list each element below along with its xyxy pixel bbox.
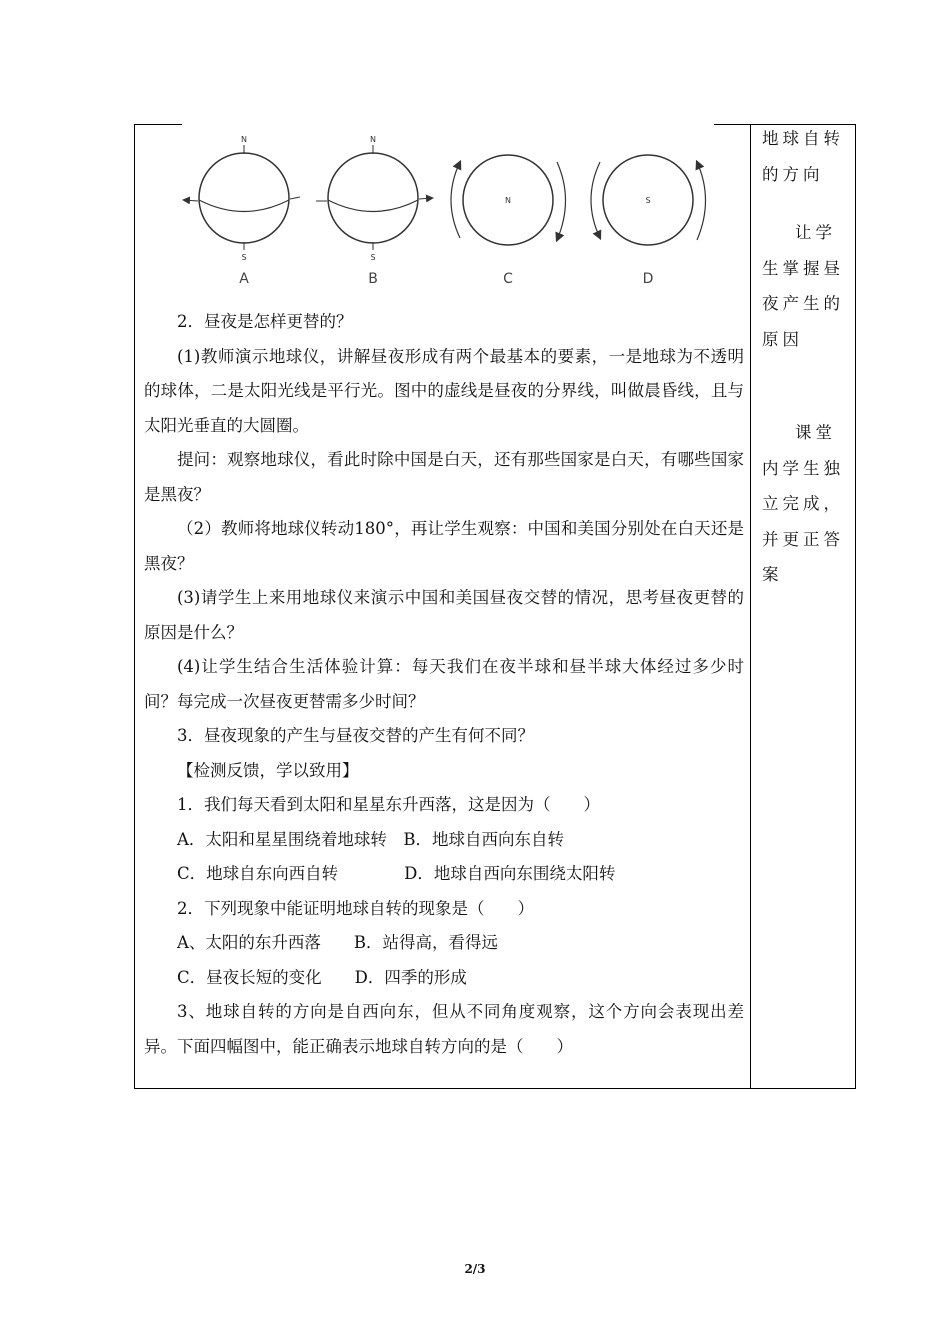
rotation-figure bbox=[170, 128, 770, 298]
paragraph-question: 提问：观察地球仪，看此时除中国是白天，还有那些国家是白天，有哪些国家是黑夜？ bbox=[144, 450, 744, 504]
paragraph-3: (3)请学生上来用地球仪来演示中国和美国昼夜交替的情况，思考昼夜更替的原因是什么？ bbox=[144, 588, 744, 642]
globe-a-south-label: S bbox=[241, 253, 247, 262]
globe-c bbox=[451, 155, 566, 287]
globes-svg bbox=[170, 128, 770, 298]
paragraph-4: (4)让学生结合生活体验计算：每天我们在夜半球和昼半球大体经过多少时间？每完成一次昼夜更替需多少时间？ bbox=[144, 657, 744, 711]
globe-a-north-label: N bbox=[241, 135, 247, 144]
globe-b-caption: B bbox=[368, 271, 378, 287]
quiz-2-options-cd: C．昼夜长短的变化 D．四季的形成 bbox=[177, 967, 467, 987]
side-note-day-night: 让学生掌握昼夜产生的原因 bbox=[762, 223, 844, 349]
globe-c-caption: C bbox=[503, 271, 513, 287]
globe-b-south-label: S bbox=[370, 253, 376, 262]
globe-a-caption: A bbox=[239, 271, 249, 287]
table-top-border-left bbox=[134, 124, 182, 125]
globe-d-caption: D bbox=[642, 271, 654, 287]
quiz-question-2: 2．下列现象中能证明地球自转的现象是（ ） bbox=[177, 898, 534, 918]
table-left-border bbox=[134, 124, 135, 1089]
quiz-1-options-ab: A．太阳和星星围绕着地球转 B．地球自西向东自转 bbox=[177, 829, 565, 849]
feedback-heading: 【检测反馈，学以致用】 bbox=[177, 760, 359, 780]
quiz-question-3: 3、地球自转的方向是自西向东，但从不同角度观察，这个方向会表现出差异。下面四幅图中，能正确表示地球自转方向的是（ ） bbox=[144, 1002, 744, 1056]
quiz-question-1: 1．我们每天看到太阳和星星东升西落，这是因为（ ） bbox=[177, 795, 600, 814]
side-note-practice: 课堂内学生独立完成，并更正答案 bbox=[762, 423, 844, 584]
quiz-2-options-ab: A、太阳的东升西落 B．站得高，看得远 bbox=[177, 933, 499, 952]
page-number: 2/3 bbox=[464, 1262, 486, 1276]
side-note-rotation: 地球自转的方向 bbox=[762, 129, 844, 184]
table-bottom-border bbox=[134, 1088, 856, 1089]
heading-2: 2．昼夜是怎样更替的？ bbox=[177, 312, 353, 331]
globe-d bbox=[591, 155, 706, 287]
globe-b-north-label: N bbox=[370, 135, 376, 144]
lesson-table bbox=[134, 124, 856, 1089]
globe-b bbox=[316, 135, 432, 287]
table-right-border bbox=[855, 124, 856, 1089]
globe-a bbox=[184, 135, 300, 287]
main-text bbox=[144, 305, 744, 1064]
paragraph-2: （2）教师将地球仪转动180°，再让学生观察：中国和美国分别处在白天还是黑夜？ bbox=[144, 519, 744, 573]
globe-c-pole-label: N bbox=[505, 196, 511, 205]
paragraph-1: (1)教师演示地球仪，讲解昼夜形成有两个最基本的要素，一是地球为不透明的球体，二是太阳光线是平行光。图中的虚线是昼夜的分界线，叫做晨昏线，且与太阳光垂直的大圆圈。 bbox=[144, 346, 744, 435]
heading-3: 3．昼夜现象的产生与昼夜交替的产生有何不同？ bbox=[177, 726, 534, 745]
globe-d-pole-label: S bbox=[645, 196, 651, 205]
quiz-1-options-cd: C．地球自东向西自转 D．地球自西向东围绕太阳转 bbox=[177, 864, 616, 883]
side-notes bbox=[762, 121, 850, 593]
